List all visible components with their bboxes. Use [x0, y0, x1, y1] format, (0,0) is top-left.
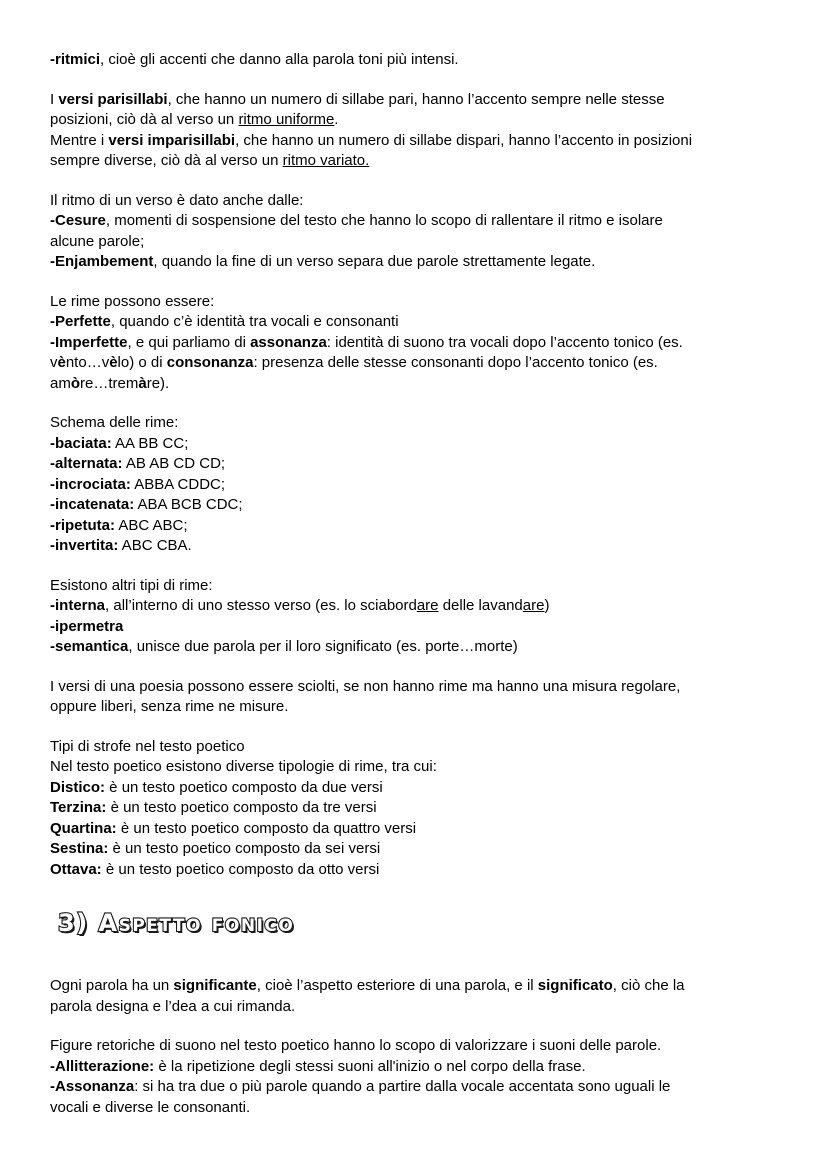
term-versi-imparisillabi: versi imparisillabi — [108, 131, 236, 149]
text-line: posizioni, ciò dà al verso un ritmo uniforme. — [50, 111, 339, 128]
text-line: vocali e diverse le consonanti. — [50, 1098, 251, 1116]
list-item: Sestina: è un testo poetico composto da sei versi — [50, 840, 381, 857]
text-line: -ritmici, cioè gli accenti che danno alla parola toni più intensi. — [50, 51, 459, 68]
paragraph-versi-parisillabi — [50, 90, 788, 172]
paragraph-significante — [50, 976, 788, 1017]
term-assonanza: assonanza — [250, 333, 327, 351]
underlined-ritmo-variato: ritmo variato. — [282, 152, 370, 169]
list-item: Ottava: è un testo poetico composto da otto versi — [50, 860, 380, 878]
list-item: Terzina: è un testo poetico composto da tre versi — [50, 799, 377, 816]
term-semantica: -semantica — [50, 638, 129, 655]
term-ritmici: -ritmici — [50, 51, 101, 68]
text-line: amòre…tremàre). — [50, 374, 170, 392]
text-line: vènto…vèlo) o di consonanza: presenza delle stesse consonanti dopo l’accento tonico (es. — [50, 354, 658, 371]
text-line: -Perfette, quando c’è identità tra vocali e consonanti — [50, 313, 399, 330]
list-item: -alternata: AB AB CD CD; — [50, 455, 226, 472]
underlined-ritmo-uniforme: ritmo uniforme — [238, 111, 335, 128]
section-heading-title: 3) Aspetto fonico — [58, 909, 295, 937]
text-line: Tipi di strofe nel testo poetico — [50, 737, 245, 755]
text-line: -Allitterazione: è la ripetizione degli stessi suoni all'inizio o nel corpo della frase. — [50, 1057, 586, 1075]
term-imperfette: -Imperfette — [50, 333, 128, 351]
text-line: parola designa e l’dea a cui rimanda. — [50, 997, 296, 1015]
paragraph-rime — [50, 292, 788, 395]
paragraph-ritmici — [50, 50, 788, 71]
text-line: I versi di una poesia possono essere sciolti, se non hanno rime ma hanno una misura regolare, — [50, 677, 681, 695]
list-item: Quartina: è un testo poetico composto da quattro versi — [50, 819, 417, 837]
text-line: Schema delle rime: — [50, 414, 179, 431]
list-item: -incrociata: ABBA CDDC; — [50, 475, 226, 493]
text-line: Ogni parola ha un significante, cioè l’aspetto esteriore di una parola, e il significato, ciò che la — [50, 977, 685, 994]
paragraph-versi-sciolti — [50, 677, 788, 718]
term-ipermetra: -ipermetra — [50, 617, 124, 635]
term-enjambement: -Enjambement — [50, 253, 154, 270]
text-line: -Assonanza: si ha tra due o più parole quando a partire dalla vocale accentata sono uguali le — [50, 1078, 671, 1095]
text-line: I versi parisillabi, che hanno un numero di sillabe pari, hanno l’accento sempre nelle stesse — [50, 90, 665, 108]
paragraph-altri-tipi-rime — [50, 576, 788, 658]
term-significante: significante — [173, 977, 257, 994]
term-versi-parisillabi: versi parisillabi — [58, 90, 168, 108]
section-heading — [58, 909, 788, 953]
text-line: Figure retoriche di suono nel testo poetico hanno lo scopo di valorizzare i suoni delle parole. — [50, 1037, 662, 1054]
text-line: -Imperfette, e qui parliamo di assonanza: identità di suono tra vocali dopo l’accento tonico (es. — [50, 333, 683, 351]
term-consonanza: consonanza — [166, 354, 254, 371]
list-item: -ripetuta: ABC ABC; — [50, 516, 188, 534]
list-item: -invertita: ABC CBA. — [50, 537, 192, 554]
term-assonanza-fonica: -Assonanza — [50, 1078, 135, 1095]
list-item: Distico: è un testo poetico composto da due versi — [50, 778, 383, 796]
text-line: Il ritmo di un verso è dato anche dalle: — [50, 191, 304, 209]
text-line: Le rime possono essere: — [50, 292, 215, 310]
text-line: Esistono altri tipi di rime: — [50, 576, 213, 594]
term-perfette: -Perfette — [50, 313, 111, 330]
paragraph-figure-retoriche — [50, 1036, 788, 1118]
text-line: -semantica, unisce due parola per il loro significato (es. porte…morte) — [50, 638, 518, 655]
term-significato: significato — [537, 977, 613, 994]
text-line: -Cesure, momenti di sospensione del testo che hanno lo scopo di rallentare il ritmo e isolare — [50, 212, 663, 229]
term-interna: -interna — [50, 597, 106, 614]
paragraph-ritmo-verso — [50, 191, 788, 273]
paragraph-tipi-strofe — [50, 737, 788, 881]
text-line: -Enjambement, quando la fine di un verso separa due parole strettamente legate. — [50, 253, 596, 270]
list-item: -incatenata: ABA BCB CDC; — [50, 496, 243, 513]
paragraph-schema-rime — [50, 413, 788, 557]
list-item: -baciata: AA BB CC; — [50, 434, 189, 452]
text-line: Mentre i versi imparisillabi, che hanno un numero di sillabe dispari, hanno l’accento in posizioni — [50, 131, 693, 149]
term-cesure: -Cesure — [50, 212, 106, 229]
text-line: -interna, all’interno di uno stesso verso (es. lo sciabordare delle lavandare) — [50, 597, 550, 614]
text-line: Nel testo poetico esistono diverse tipologie di rime, tra cui: — [50, 758, 437, 775]
text-line: alcune parole; — [50, 232, 145, 250]
text-line: sempre diverse, ciò dà al verso un ritmo variato. — [50, 152, 370, 169]
term-allitterazione: -Allitterazione: — [50, 1057, 155, 1075]
text-line — [50, 617, 788, 638]
text-line: oppure liberi, senza rime ne misure. — [50, 698, 289, 715]
